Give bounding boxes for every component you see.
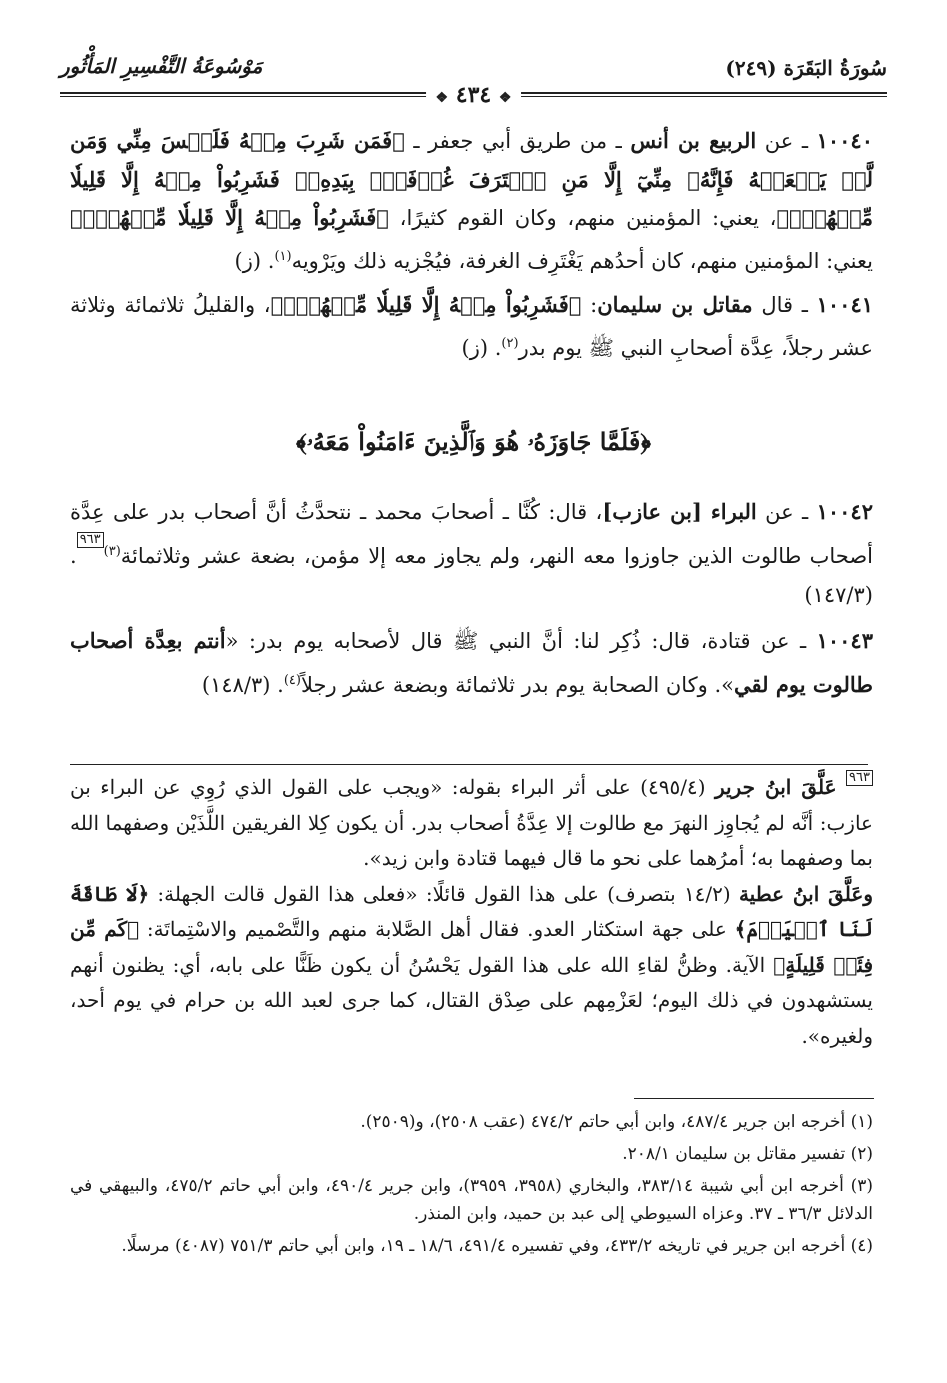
quran-quote: ﴿فَمَن شَرِبَ مِنۡهُ فَلَيۡسَ مِنِّي وَمَن لَّمۡ يَطۡعَمۡهُ فَإِنَّهُۥ مِنِّيٓ إِلَّا مَنِ ٱغۡتَرَفَ غُرۡفَةَۢ بِيَدِهِۦۚ فَشَرِبُواْ مِنۡهُ إِلَّا قَلِيلٗا مِّنۡهُمۡۚ﴾ [70, 128, 873, 230]
text-run: ، والقليلُ ثلاثمائة وثلاثة عشر رجلاً، عِدَّة أصحابِ النبي ﷺ يوم بدر [70, 293, 873, 360]
text-run: ـ عن قتادة، قال: ذُكِر لنا: أنَّ النبي ﷺ قال لأصحابه يوم بدر: « [225, 629, 817, 653]
page-number: ٤٣٤ [455, 82, 492, 108]
footnote-1: (١) أخرجه ابن جرير ٤٨٧/٤، وابن أبي حاتم ٤٧٤/٢ (عقب ٢٥٠٨)، و(٢٥٠٩). [360, 1112, 873, 1132]
hadith-paragraph [70, 286, 873, 367]
text-run: على جهة استكثار العدو. فقال أهل الصَّلابة منهم والتَّصْميم والاسْتِماتَة: [139, 917, 735, 941]
page-header [60, 52, 887, 108]
paragraph-number: ١٠٠٤٢ [816, 499, 873, 524]
text-run: الآية. وظنُّ لقاءِ الله على هذا القول يَحْسُنُ أن يكون ظَنًّا على بابه، أي: يظنون أنهم يستشهدون في ذلك اليوم؛ لعَزْمِهم على صِدْق القتال، كما جرى لعبد الله بن حرام في يوم أحد، ولغيره». [70, 952, 873, 1048]
bold-text: أنتم بعِدَّة أصحاب طالوت يوم لقي [70, 628, 873, 697]
bold-text: عَلَّقَ ابنُ جرير [714, 775, 837, 799]
footnote-2: (٢) تفسير مقاتل بن سليمان ٢٠٨/١. [622, 1144, 873, 1164]
text-run: ، قال: كُنَّا ـ أصحابَ محمد ـ نتحدَّثُ أنَّ أصحاب بدر على عِدَّة أصحاب طالوت الذين جاوزوا معه النهر، ولم يجاوز معه إلا مؤمن، بضعة عشر وثلاثمائة [70, 500, 873, 568]
bold-text: مقاتل بن سليمان [597, 292, 753, 317]
text-run: (٤٩٥/٤) على أثر البراء بقوله: «ويجب على القول الذي رُوِي عن البراء بن عازب: أنَّه لم يُجاوِز النهرَ مع طالوت إلا عِدَّةُ أصحاب بدر. أن يكون كِلا الفريقين اللَّذَيْن وصفهما الله بما وصفهما به؛ أمرُهما على نحو ما قال فيهما قتادة وابن زيد». [70, 775, 873, 870]
ornament-icon: ❖ [498, 90, 512, 106]
surah-title: سُورَةُ البَقَرَة (٢٤٩) [725, 56, 887, 80]
footnote-4: (٤) أخرجه ابن جرير في تاريخه ٤٣٣/٢، وفي تفسيره ٤٩١/٤، ١٨/٦ ـ ١٩، وابن أبي حاتم ٧٥١/٣ (٤٠٨٧) مرسلًا. [121, 1236, 873, 1256]
footnote-3: (٣) أخرجه ابن أبي شيبة ٣٨٣/١٤، والبخاري (٣٩٥٨، ٣٩٥٩)، وابن جرير ٤٩٠/٤، وابن أبي حاتم ٤٧٥/٢، والبيهقي في الدلائل ٣٦/٣ ـ ٣٧. وعزاه السيوطي إلى عبد بن حميد، وابن المنذر. [70, 1176, 874, 1224]
quran-quote: ﴿فَشَرِبُواْ مِنۡهُ إِلَّا قَلِيلٗا مِّنۡهُمۡۚ﴾ [70, 205, 389, 230]
book-title: مَوْسُوعَةُ التَّفْسِيرِ المَأْثُور [60, 54, 263, 78]
text-run: ـ عن [756, 129, 817, 153]
text-run: ». وكان الصحابة يوم بدر ثلاثمائة وبضعة عشر رجلاً [300, 673, 735, 697]
commentary-ref-box: ٩٦٣ [846, 770, 873, 786]
quran-quote: ﴿لَا طَاقَةَ لَنَا ٱلۡيَوۡمَ﴾ [70, 881, 873, 941]
text-run: يعني: المؤمنين منهم، كان أحدُهم يَغْتَرِف الغرفة، فيُجْزيه ذلك ويَرْويه [291, 248, 873, 273]
footnote-marker: (١) [274, 248, 292, 264]
page-number-block [426, 82, 522, 108]
text-run: ـ قال [752, 293, 817, 317]
footnote-marker: (٢) [501, 335, 519, 351]
hadith-paragraph [70, 492, 873, 615]
main-text-bottom [70, 492, 873, 711]
footnote-separator [634, 1098, 874, 1099]
text-run: . (ز) [234, 248, 275, 273]
footnote-marker: (٣) [103, 544, 121, 559]
paragraph-number: ١٠٠٤٣ [816, 628, 873, 653]
paragraph-number: ١٠٠٤١ [816, 292, 874, 317]
text-run: ـ عن [756, 500, 817, 524]
commentary-ref-box: ٩٦٣ [77, 532, 104, 548]
commentary-para-2 [70, 877, 873, 1055]
footnote-marker: (٤) [283, 673, 301, 688]
text-run: ـ من طريق أبي جعفر ـ [404, 129, 631, 153]
paragraph-number: ١٠٠٤٠ [816, 128, 873, 153]
ornament-icon: ❖ [435, 90, 449, 106]
verse-heading: ﴿فَلَمَّا جَاوَزَهُۥ هُوَ وَٱلَّذِينَ ءَامَنُواْ مَعَهُۥ﴾ [296, 427, 651, 456]
text-run: : [581, 293, 598, 317]
text-run [837, 775, 846, 799]
quran-quote: ﴿كَم مِّن فِئَةٖ قَلِيلَةٍ﴾ [70, 917, 873, 977]
text-run: (١٤/٢ بتصرف) على هذا القول قائلًا: «فعلى هذا القول قالت الجهلة: [149, 881, 739, 906]
commentary-separator [70, 764, 868, 765]
quran-quote: ﴿فَشَرِبُواْ مِنۡهُ إِلَّا قَلِيلٗا مِّنۡهُمۡۚ﴾ [270, 292, 582, 317]
commentary-para-1 [70, 770, 873, 877]
hadith-paragraph [70, 122, 873, 280]
text-run: . (١٤٧/٣) [70, 544, 873, 607]
bold-text: البراء [بن عازب] [602, 499, 757, 524]
bold-text: وعَلَّقَ ابنُ عطية [738, 881, 873, 906]
text-run: . (١٤٨/٣) [201, 673, 284, 697]
text-run: . (ز) [461, 335, 502, 360]
footnotes [70, 1108, 873, 1264]
commentary-block [70, 770, 873, 1054]
bold-text: الربيع بن أنس [630, 128, 757, 153]
text-run: ، يعني: المؤمنين منهم، وكان القوم كثيرًا، [388, 206, 777, 230]
main-text-top [70, 122, 873, 373]
hadith-paragraph [70, 621, 873, 705]
